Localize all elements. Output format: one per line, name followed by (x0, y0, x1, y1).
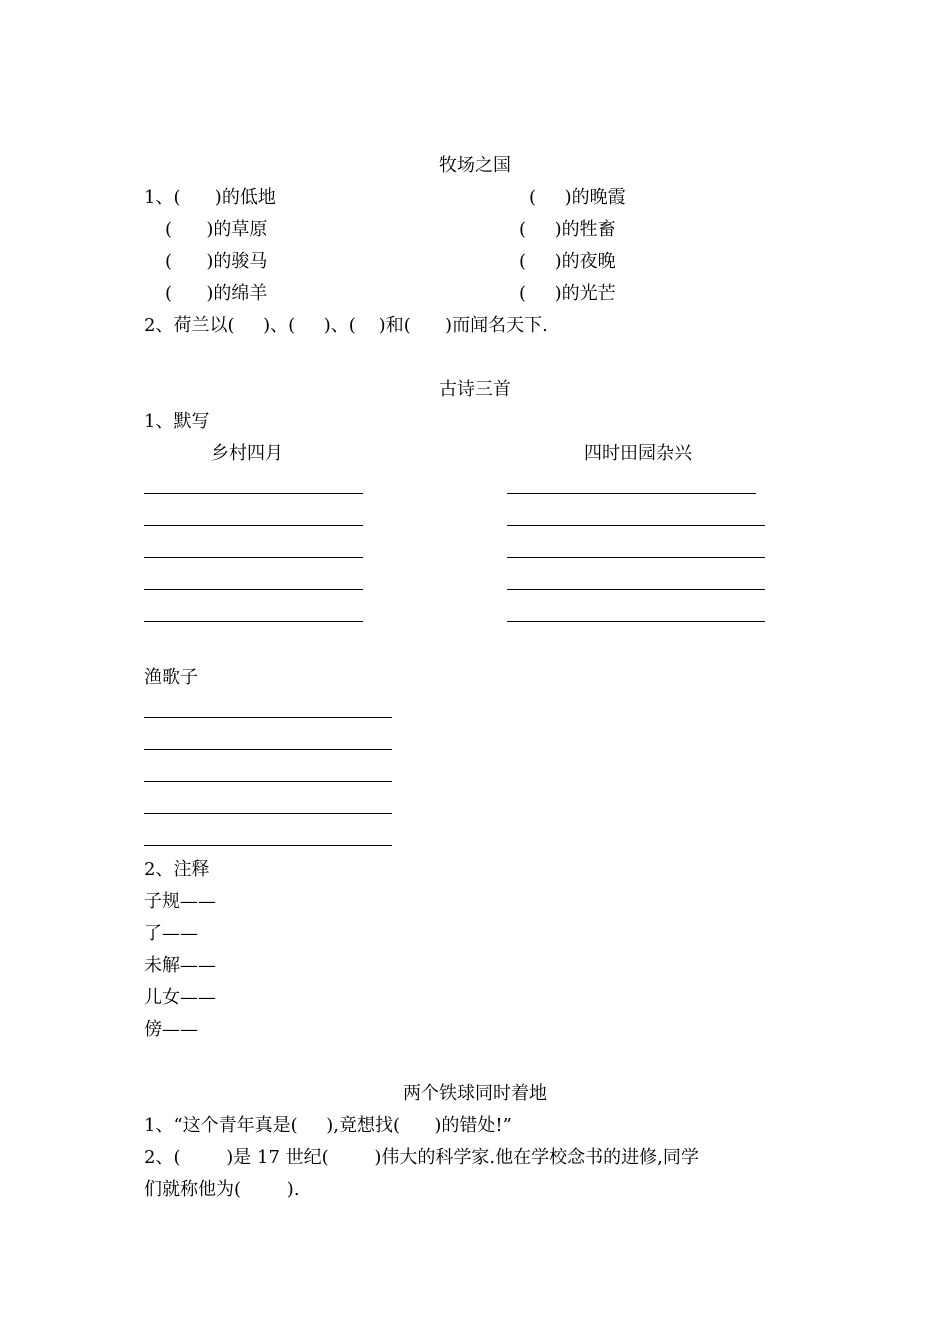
writing-line[interactable] (144, 621, 363, 622)
writing-line[interactable] (144, 525, 363, 526)
q1-row3-right: ( )的夜晚 (519, 251, 616, 272)
writing-line[interactable] (144, 781, 392, 782)
poem-title-fisherman-song: 渔歌子 (144, 667, 198, 688)
q2-famous-for: 2、荷兰以( )、( )、( )和( )而闻名天下. (144, 315, 548, 336)
poem-title-four-seasons: 四时田园杂兴 (584, 443, 692, 464)
note-item: 子规—— (144, 891, 216, 912)
q2-annotation-label: 2、注释 (144, 859, 210, 880)
writing-line[interactable] (144, 845, 392, 846)
q1-row2-right: ( )的牲畜 (519, 219, 616, 240)
writing-line[interactable] (507, 621, 765, 622)
q1-quote: 1、“这个青年真是( ),竟想找( )的错处!” (144, 1115, 512, 1136)
note-item: 了—— (144, 923, 198, 944)
q1-row2-left: ( )的草原 (165, 219, 268, 240)
writing-line[interactable] (507, 589, 765, 590)
q1-row1-right: ( )的晚霞 (529, 187, 626, 208)
note-item: 儿女—— (144, 987, 216, 1008)
q1-row4-left: ( )的绵羊 (165, 283, 268, 304)
writing-line[interactable] (507, 525, 765, 526)
q2-scientist-line1: 2、( )是 17 世纪( )伟大的科学家.他在学校念书的进修,同学 (144, 1147, 699, 1168)
writing-line[interactable] (144, 813, 392, 814)
q1-dictation-label: 1、默写 (144, 411, 210, 432)
q2-scientist-line2: 们就称他为( ). (144, 1179, 300, 1200)
note-item: 未解—— (144, 955, 216, 976)
writing-line[interactable] (144, 589, 363, 590)
section-title-three-poems: 古诗三首 (439, 379, 511, 400)
section-title-pasture: 牧场之国 (439, 155, 511, 176)
note-item: 傍—— (144, 1019, 198, 1040)
poem-title-village-april: 乡村四月 (211, 443, 283, 464)
writing-line[interactable] (144, 749, 392, 750)
writing-line[interactable] (144, 493, 363, 494)
writing-line[interactable] (144, 717, 392, 718)
q1-row1-left: 1、( )的低地 (144, 187, 276, 208)
q1-row4-right: ( )的光芒 (519, 283, 616, 304)
section-title-two-iron-balls: 两个铁球同时着地 (403, 1083, 547, 1104)
writing-line[interactable] (507, 493, 756, 494)
writing-line[interactable] (507, 557, 765, 558)
q1-row3-left: ( )的骏马 (165, 251, 268, 272)
writing-line[interactable] (144, 557, 363, 558)
